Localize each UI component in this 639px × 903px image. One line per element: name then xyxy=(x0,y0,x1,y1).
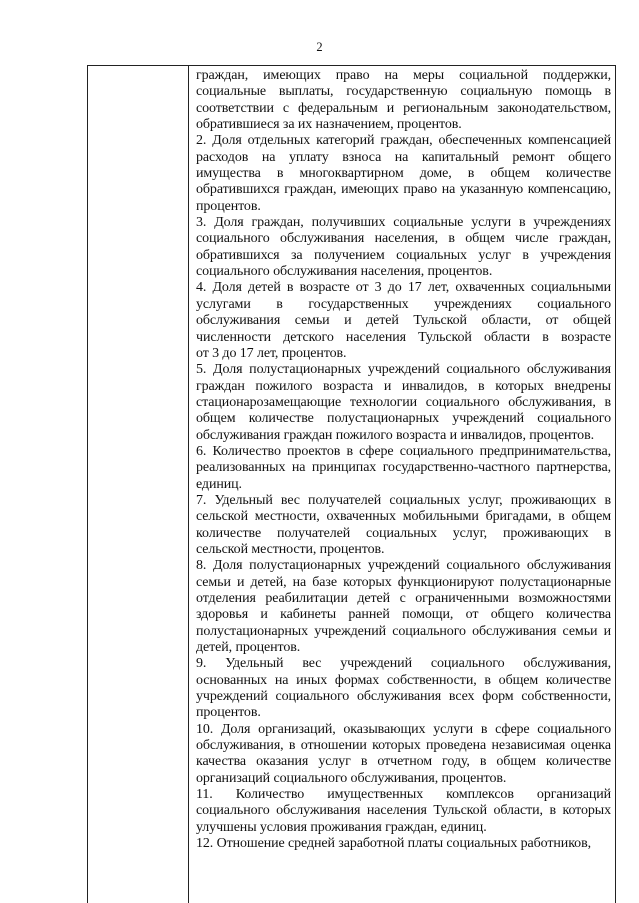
indicator-paragraph xyxy=(196,722,611,787)
indicator-paragraph xyxy=(196,215,611,280)
indicator-paragraph xyxy=(196,836,611,852)
page-number: 2 xyxy=(316,40,323,54)
indicator-line: обратившиеся за их назначением, процентов. xyxy=(196,117,462,133)
indicator-line: 7. Удельный вес получателей социальных услуг, проживающих в xyxy=(196,492,611,508)
indicator-line: 2. Доля отдельных категорий граждан, обеспеченных компенсацией xyxy=(196,133,611,149)
indicator-line: обратившихся за получением социальных услуг в учреждения xyxy=(196,247,611,263)
indicator-line: социальные выплаты, государственную социальную помощь в xyxy=(196,84,611,100)
indicator-line: качества оказания услуг в отчетном году, в общем количестве xyxy=(196,754,611,770)
indicator-line: социального обслуживания населения, в общем числе граждан, xyxy=(196,231,611,247)
indicator-line: обратившихся граждан, имеющих право на указанную компенсацию, xyxy=(196,182,611,198)
indicator-line: полустационарных учреждений социального обслуживания семьи и xyxy=(196,623,611,639)
indicator-line: отделения реабилитации детей с ограниченными возможностями xyxy=(196,591,611,606)
indicator-line: 3. Доля граждан, получивших социальные услуги в учреждениях xyxy=(196,215,611,231)
indicator-line: социального обслуживания населения, процентов. xyxy=(196,264,493,280)
indicator-line: граждан пожилого возраста и инвалидов, в которых внедрены xyxy=(196,378,611,394)
indicators-table xyxy=(87,65,616,903)
indicator-line: 6. Количество проектов в сфере социального предпринимательства, xyxy=(196,443,611,459)
indicator-paragraph xyxy=(196,68,611,133)
table-right-cell xyxy=(189,66,615,903)
indicator-line: 5. Доля полустационарных учреждений социального обслуживания xyxy=(196,362,611,378)
indicator-line: 4. Доля детей в возрасте от 3 до 17 лет, охваченных социальными xyxy=(196,280,611,296)
indicator-line: 8. Доля полустационарных учреждений социального обслуживания xyxy=(196,558,611,574)
table-left-cell xyxy=(88,66,189,903)
indicator-line: сельской местности, процентов. xyxy=(196,541,385,557)
indicator-line: 10. Доля организаций, оказывающих услуги в сфере социального xyxy=(196,721,611,737)
indicator-paragraph xyxy=(196,787,611,836)
indicator-line: сельской местности, охваченных мобильными бригадами, в общем xyxy=(196,509,611,525)
indicator-paragraph xyxy=(196,133,611,215)
indicator-line: единиц. xyxy=(196,476,242,492)
indicator-line: услугами в государственных учреждениях социального xyxy=(196,296,611,312)
indicator-line: здоровья и кабинеты ранней помощи, от общего количества xyxy=(196,607,611,623)
indicator-paragraph xyxy=(196,656,611,721)
indicator-line: 11. Количество имущественных комплексов организаций xyxy=(196,787,611,803)
indicator-line: 12. Отношение средней заработной платы социальных работников, xyxy=(196,836,591,852)
indicator-paragraph xyxy=(196,280,611,362)
indicator-paragraph xyxy=(196,444,611,493)
indicator-paragraph xyxy=(196,493,611,558)
indicator-line: расходов на уплату взноса на капитальный ремонт общего xyxy=(196,149,611,165)
indicator-line: основанных на иных формах собственности, в общем количестве xyxy=(196,672,611,688)
indicator-line: граждан, имеющих право на меры социальной поддержки, xyxy=(196,68,611,83)
indicator-line: детей, процентов. xyxy=(196,640,301,656)
indicator-line: процентов. xyxy=(196,705,261,721)
indicator-line: процентов. xyxy=(196,198,261,214)
indicator-line: семьи и детей, на базе которых функционируют полустационарные xyxy=(196,574,611,590)
indicator-line: улучшены условия проживания граждан, единиц. xyxy=(196,819,487,835)
indicator-line: соответствии с федеральным и региональным законодательством, xyxy=(196,100,611,116)
indicator-line: стационарозамещающие технологии социального обслуживания, в xyxy=(196,394,611,410)
indicator-line: численности детского населения Тульской области в возрасте xyxy=(196,329,611,345)
indicator-paragraph xyxy=(196,558,611,656)
indicator-line: имущества в многоквартирном доме, в общем количестве xyxy=(196,166,611,182)
indicator-line: обслуживания, в отношении которых проведена независимая оценка xyxy=(196,738,611,754)
indicator-line: 9. Удельный вес учреждений социального обслуживания, xyxy=(196,656,611,672)
indicator-line: реализованных на принципах государственно-частного партнерства, xyxy=(196,460,611,476)
indicator-line: от 3 до 17 лет, процентов. xyxy=(196,345,347,361)
indicator-paragraph xyxy=(196,362,611,444)
indicator-line: учреждений социального обслуживания всех форм собственности, xyxy=(196,689,611,705)
indicator-line: количестве получателей социальных услуг, проживающих в xyxy=(196,525,611,541)
indicator-line: обслуживания граждан пожилого возраста и инвалидов, процентов. xyxy=(196,427,594,443)
indicator-line: общем количестве полустационарных учреждений социального xyxy=(196,411,611,427)
indicator-line: организаций социального обслуживания, процентов. xyxy=(196,770,507,786)
indicator-line: обслуживания семьи и детей Тульской области, от общей xyxy=(196,313,611,329)
indicator-line: социального обслуживания населения Тульской области, в которых xyxy=(196,803,611,819)
